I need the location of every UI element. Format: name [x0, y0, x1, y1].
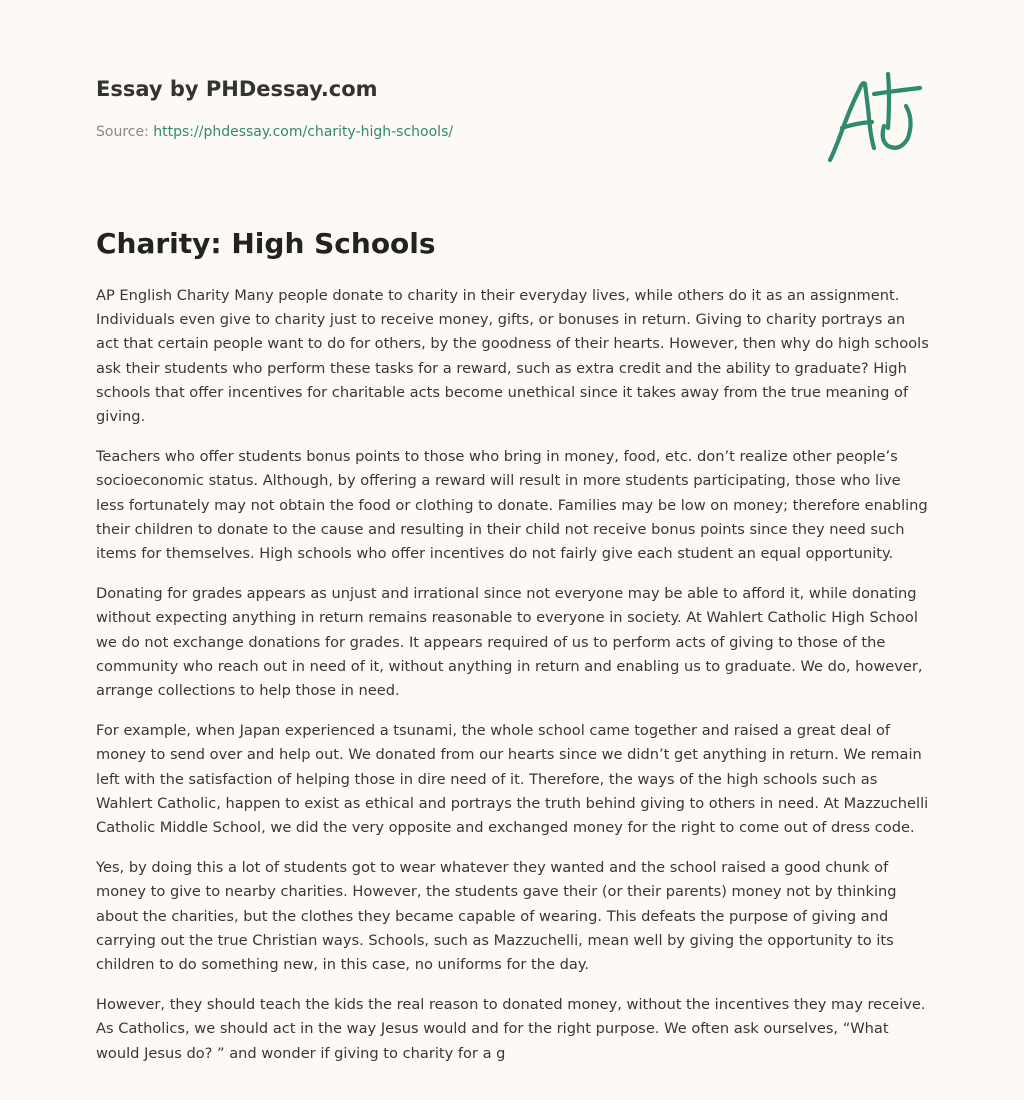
a-plus-logo-icon	[822, 66, 932, 166]
source-label: Source:	[96, 124, 154, 140]
source-line	[96, 122, 928, 142]
document-header	[96, 74, 928, 142]
paragraph: For example, when Japan experienced a tsunami, the whole school came together and raised a great deal of money to send over and help out. We donated from our hearts since we didn’t get anything in return. We remain left with the satisfaction of helping those in dire need of it. Therefore, the ways of the high schools such as Wahlert Catholic, happen to exist as ethical and portrays the truth behind giving to others in need. At Mazzuchelli Catholic Middle School, we did the very opposite and exchanged money for the right to come out of dress code.	[96, 722, 929, 837]
paragraph: AP English Charity Many people donate to charity in their everyday lives, while others do it as an assignment. Individuals even give to charity just to receive money, gifts, or bonuses in return. Giving to charity portrays an act that certain people want to do for others, by the goodness of their hearts. However, then why do high schools ask their students who perform these tasks for a reward, such as extra credit and the ability to graduate? High schools that offer incentives for charitable acts become unethical since it takes away from the true meaning of giving.	[96, 287, 929, 426]
paragraph: Yes, by doing this a lot of students got to wear whatever they wanted and the school raised a good chunk of money to give to nearby charities. However, the students gave their (or their parents) money not by thinking about the charities, but the clothes they became capable of wearing. This defeats the purpose of giving and carrying out the true Christian ways. Schools, such as Mazzuchelli, mean well by giving the opportunity to its children to do something new, in this case, no uniforms for the day.	[96, 859, 897, 974]
essay-body	[96, 284, 932, 1082]
paragraph: However, they should teach the kids the real reason to donated money, without the incentives they may receive. As Catholics, we should act in the way Jesus would and for the right purpose. We often ask ourselves, “What would Jesus do? ” and wonder if giving to charity for a g	[96, 996, 926, 1062]
source-link[interactable]: https://phdessay.com/charity-high-schools/	[153, 124, 454, 140]
essay-title: Charity: High Schools	[96, 227, 436, 260]
paragraph: Teachers who offer students bonus points to those who bring in money, food, etc. don’t realize other people’s socioeconomic status. Although, by offering a reward will result in more students participating, those who live less fortunately may not obtain the food or clothing to donate. Families may be low on money; therefore enabling their children to donate to the cause and resulting in their child not receive bonus points since they need such items for themselves. High schools who offer incentives do not fairly give each student an equal opportunity.	[96, 448, 928, 563]
paragraph: Donating for grades appears as unjust and irrational since not everyone may be able to afford it, while donating without expecting anything in return remains reasonable to everyone in society. At Wahlert Catholic High School we do not exchange donations for grades. It appears required of us to perform acts of giving to those of the community who reach out in need of it, without anything in return and enabling us to graduate. We do, however, arrange collections to help those in need.	[96, 585, 923, 700]
brand-title: Essay by PHDessay.com	[96, 77, 378, 101]
